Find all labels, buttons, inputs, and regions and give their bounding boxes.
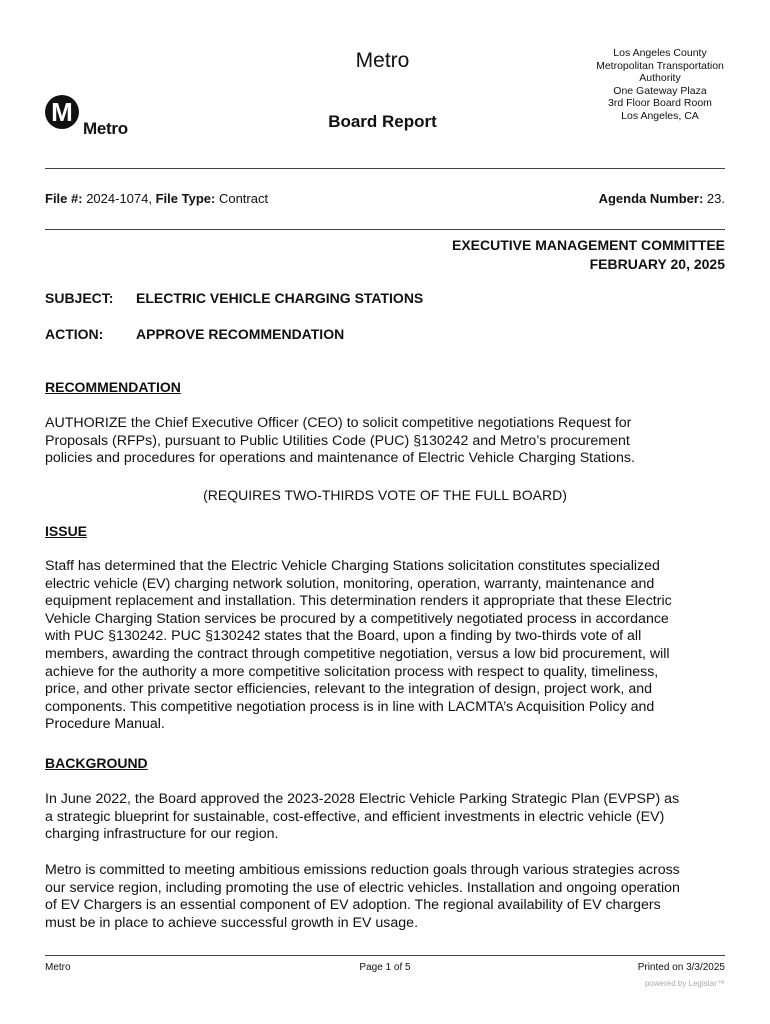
agenda-info (599, 191, 725, 206)
agency-address (580, 47, 740, 123)
text-line: members, awarding the contract through competitive negotiation, versus a low bid procurement, will (45, 645, 670, 662)
agency-line: Metropolitan Transportation (596, 59, 724, 72)
agency-line: Los Angeles, CA (621, 109, 699, 122)
file-info (45, 191, 268, 206)
background-paragraph-1 (45, 791, 735, 844)
background-paragraph-2 (45, 862, 735, 932)
printed-date: Printed on 3/3/2025 (637, 962, 725, 973)
text-line: equipment replacement and installation. This determination renders it appropriate that these Electric (45, 593, 672, 610)
subject-value: ELECTRIC VEHICLE CHARGING STATIONS (136, 290, 424, 306)
file-number: 2024-1074, (86, 191, 152, 206)
agency-line: Authority (639, 72, 681, 85)
text-line: achieve for the authority a more competitive solicitation process with respect to quality, timeliness, (45, 663, 659, 680)
background-heading: BACKGROUND (45, 755, 148, 771)
page-number: Page 1 of 5 (359, 962, 411, 973)
footer-org: Metro (45, 962, 71, 973)
logo-wordmark: Metro (83, 119, 128, 138)
metro-logo (45, 95, 145, 143)
text-line: electric vehicle (EV) charging network solution, monitoring, operation, warranty, maintenance and (45, 575, 655, 592)
agenda-label: Agenda Number: (598, 191, 704, 206)
powered-by: powered by Legistar™ (644, 979, 725, 988)
committee-block (452, 236, 725, 274)
agency-line: 3rd Floor Board Room (608, 97, 712, 110)
meta-divider (45, 229, 725, 230)
committee-name: EXECUTIVE MANAGEMENT COMMITTEE (451, 237, 725, 253)
file-type-value: Contract (218, 191, 269, 206)
committee-date: FEBRUARY 20, 2025 (589, 256, 725, 272)
text-line: AUTHORIZE the Chief Executive Officer (CEO) to solicit competitive negotiations Request for (45, 415, 632, 431)
agenda-number: 23. (706, 191, 725, 206)
agency-line: Los Angeles County (613, 47, 707, 59)
header-divider (45, 168, 725, 169)
footer-divider (45, 955, 725, 956)
file-type-label: File Type: (155, 191, 216, 206)
recommendation-heading: RECOMMENDATION (45, 379, 181, 395)
action-value: APPROVE RECOMMENDATION (136, 326, 345, 342)
text-line: of EV Chargers is an essential component of EV adoption. The regional availability of EV chargers (45, 897, 661, 914)
text-line: In June 2022, the Board approved the 2023-2028 Electric Vehicle Parking Strategic Plan (EVPSP) as (45, 791, 680, 807)
text-line: Proposals (RFPs), pursuant to Public Utilities Code (PUC) §130242 and Metro’s procurement (45, 432, 630, 449)
text-line: must be in place to achieve successful growth in EV usage. (45, 914, 419, 931)
report-title: Board Report (328, 112, 437, 131)
issue-text (45, 558, 735, 734)
text-line: components. This competitive negotiation process is in line with LACMTA’s Acquisition Policy and (45, 698, 655, 715)
vote-note: (REQUIRES TWO-THIRDS VOTE OF THE FULL BOARD) (203, 487, 567, 503)
header-title: Metro (355, 49, 410, 72)
text-line: Vehicle Charging Station services be procured by a competitively negotiated process in accordance (45, 610, 669, 627)
agency-line: One Gateway Plaza (613, 84, 707, 97)
text-line: price, and other private sector efficiencies, relevant to the integration of design, project work, and (45, 681, 652, 698)
text-line: a strategic blueprint for sustainable, cost-effective, and efficient investments in electric vehicle (EV) (45, 808, 665, 825)
file-label: File #: (45, 191, 83, 206)
text-line: Staff has determined that the Electric Vehicle Charging Stations solicitation constitutes specialized (45, 558, 660, 574)
subject-label: SUBJECT: (45, 290, 114, 306)
metro-m-icon: M (45, 95, 79, 129)
text-line: Metro is committed to meeting ambitious emissions reduction goals through various strategies across (45, 862, 680, 878)
text-line: our service region, including promoting the use of electric vehicles. Installation and ongoing operation (45, 879, 680, 896)
text-line: Procedure Manual. (45, 716, 165, 733)
text-line: charging infrastructure for our region. (45, 826, 279, 843)
text-line: policies and procedures for operations and maintenance of Electric Vehicle Charging Stations. (45, 450, 635, 467)
issue-heading: ISSUE (45, 523, 88, 539)
action-label: ACTION: (45, 326, 104, 342)
recommendation-text (45, 415, 735, 468)
text-line: with PUC §130242. PUC §130242 states that the Board, upon a finding by two-thirds vote of all (45, 628, 642, 645)
